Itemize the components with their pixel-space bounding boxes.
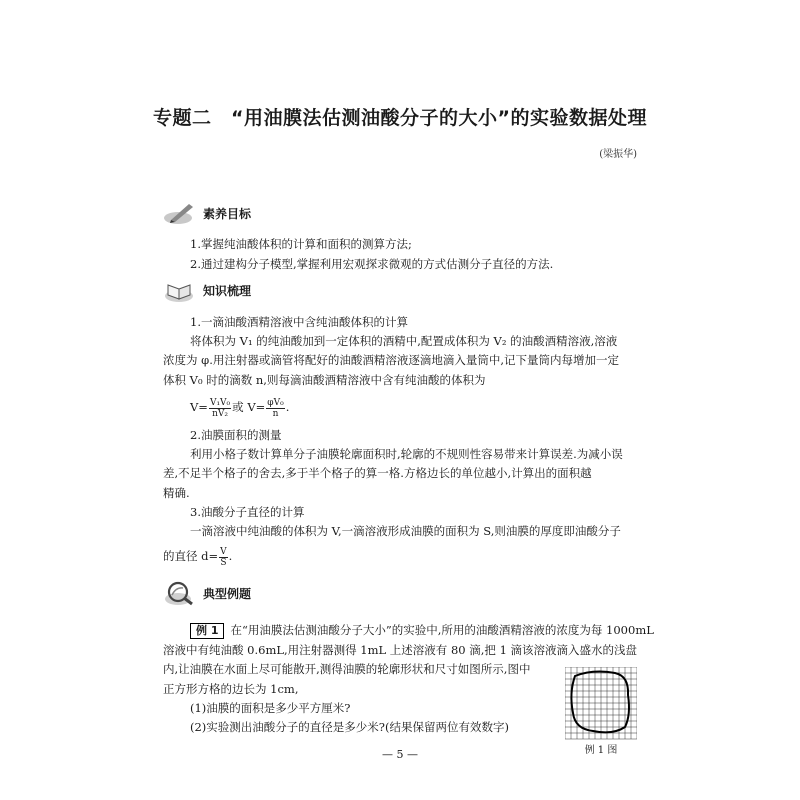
- section-title-goals: 素养目标: [203, 206, 252, 221]
- diameter-formula: [163, 545, 232, 568]
- figure-caption: 例 1 图: [584, 745, 618, 756]
- knowledge-text-line: 一滴溶液中纯油酸的体积为 V,一滴溶液形成油膜的面积为 S,则油膜的厚度即油酸分子: [190, 524, 621, 538]
- section-heading-knowledge: [163, 276, 251, 304]
- knowledge-text-line: 体积 V₀ 时的滴数 n,则每滴油酸酒精溶液中含有纯油酸的体积为: [163, 373, 486, 387]
- goal-item-2: 2.通过建构分子模型,掌握利用宏观探求微观的方式估测分子直径的方法.: [190, 257, 554, 271]
- knowledge-text-line: 差,不足半个格子的舍去,多于半个格子的算一格.方格边长的单位越小,计算出的面积越: [163, 466, 592, 480]
- oil-film-grid-figure: [565, 667, 637, 741]
- fraction-denominator: S: [220, 557, 227, 568]
- section-heading-examples: [163, 579, 251, 607]
- knowledge-text-line: 将体积为 V₁ 的纯油酸加到一定体积的酒精中,配置成体积为 V₂ 的油酸酒精溶液,溶液: [190, 334, 618, 348]
- example-tag: 例 1: [190, 623, 224, 639]
- book-icon: [163, 277, 197, 303]
- page-title: 专题二 “用油膜法估测油酸分子的大小”的实验数据处理: [153, 107, 647, 129]
- section-heading-goals: [163, 199, 251, 227]
- example-question-2: (2)实验测出油酸分子的直径是多少米?(结果保留两位有效数字): [190, 720, 509, 734]
- fraction-numerator: V: [220, 546, 227, 557]
- formula-end: .: [228, 549, 233, 563]
- example-line: [190, 622, 654, 639]
- knowledge-text-line: 利用小格子数计算单分子油膜轮廓面积时,轮廓的不规则性容易带来计算误差.为减小误: [190, 447, 623, 461]
- volume-formula: [190, 396, 289, 419]
- fraction-numerator: φV₀: [267, 397, 284, 408]
- fraction-denominator: nV₂: [212, 408, 229, 419]
- example-line: 内,让油膜在水面上尽可能散开,测得油膜的轮廓形状和尺寸如图所示,图中: [163, 662, 531, 676]
- fraction-denominator: n: [272, 408, 279, 419]
- example-line: 溶液中有纯油酸 0.6mL,用注射器测得 1mL 上述溶液有 80 滴,把 1 滴该溶液滴入盛水的浅盘: [163, 643, 638, 657]
- example-question-1: (1)油膜的面积是多少平方厘米?: [190, 701, 351, 715]
- author-credit: (梁振华): [599, 149, 637, 160]
- formula-prefix: 的直径 d=: [163, 549, 219, 563]
- formula-fraction-3: [219, 547, 228, 568]
- formula-mid: 或 V=: [232, 400, 266, 414]
- fraction-numerator: V₁V₀: [209, 397, 231, 408]
- knowledge-subtitle-3: 3.油酸分子直径的计算: [190, 505, 305, 519]
- knowledge-subtitle-2: 2.油膜面积的测量: [190, 428, 282, 442]
- example-text: 在“用油膜法估测油酸分子大小”的实验中,所用的油酸酒精溶液的浓度为每 1000mL: [230, 623, 654, 637]
- formula-fraction-2: [266, 398, 284, 419]
- example-line: 正方形方格的边长为 1cm,: [163, 682, 299, 696]
- formula-fraction-1: [209, 398, 231, 419]
- knowledge-text-line: 精确.: [163, 486, 190, 500]
- page-number: — 5 —: [382, 748, 418, 761]
- knowledge-subtitle-1: 1.一滴油酸酒精溶液中含纯油酸体积的计算: [190, 315, 408, 329]
- pen-icon: [163, 200, 197, 226]
- formula-lhs: V=: [190, 400, 208, 414]
- magnifier-icon: [163, 580, 197, 606]
- formula-end: .: [285, 400, 290, 414]
- section-title-examples: 典型例题: [203, 586, 252, 601]
- goal-item-1: 1.掌握纯油酸体积的计算和面积的测算方法;: [190, 237, 412, 251]
- knowledge-text-line: 浓度为 φ.用注射器或滴管将配好的油酸酒精溶液逐滴地滴入量筒中,记下量筒内每增加一定: [163, 353, 620, 367]
- section-title-knowledge: 知识梳理: [203, 283, 252, 298]
